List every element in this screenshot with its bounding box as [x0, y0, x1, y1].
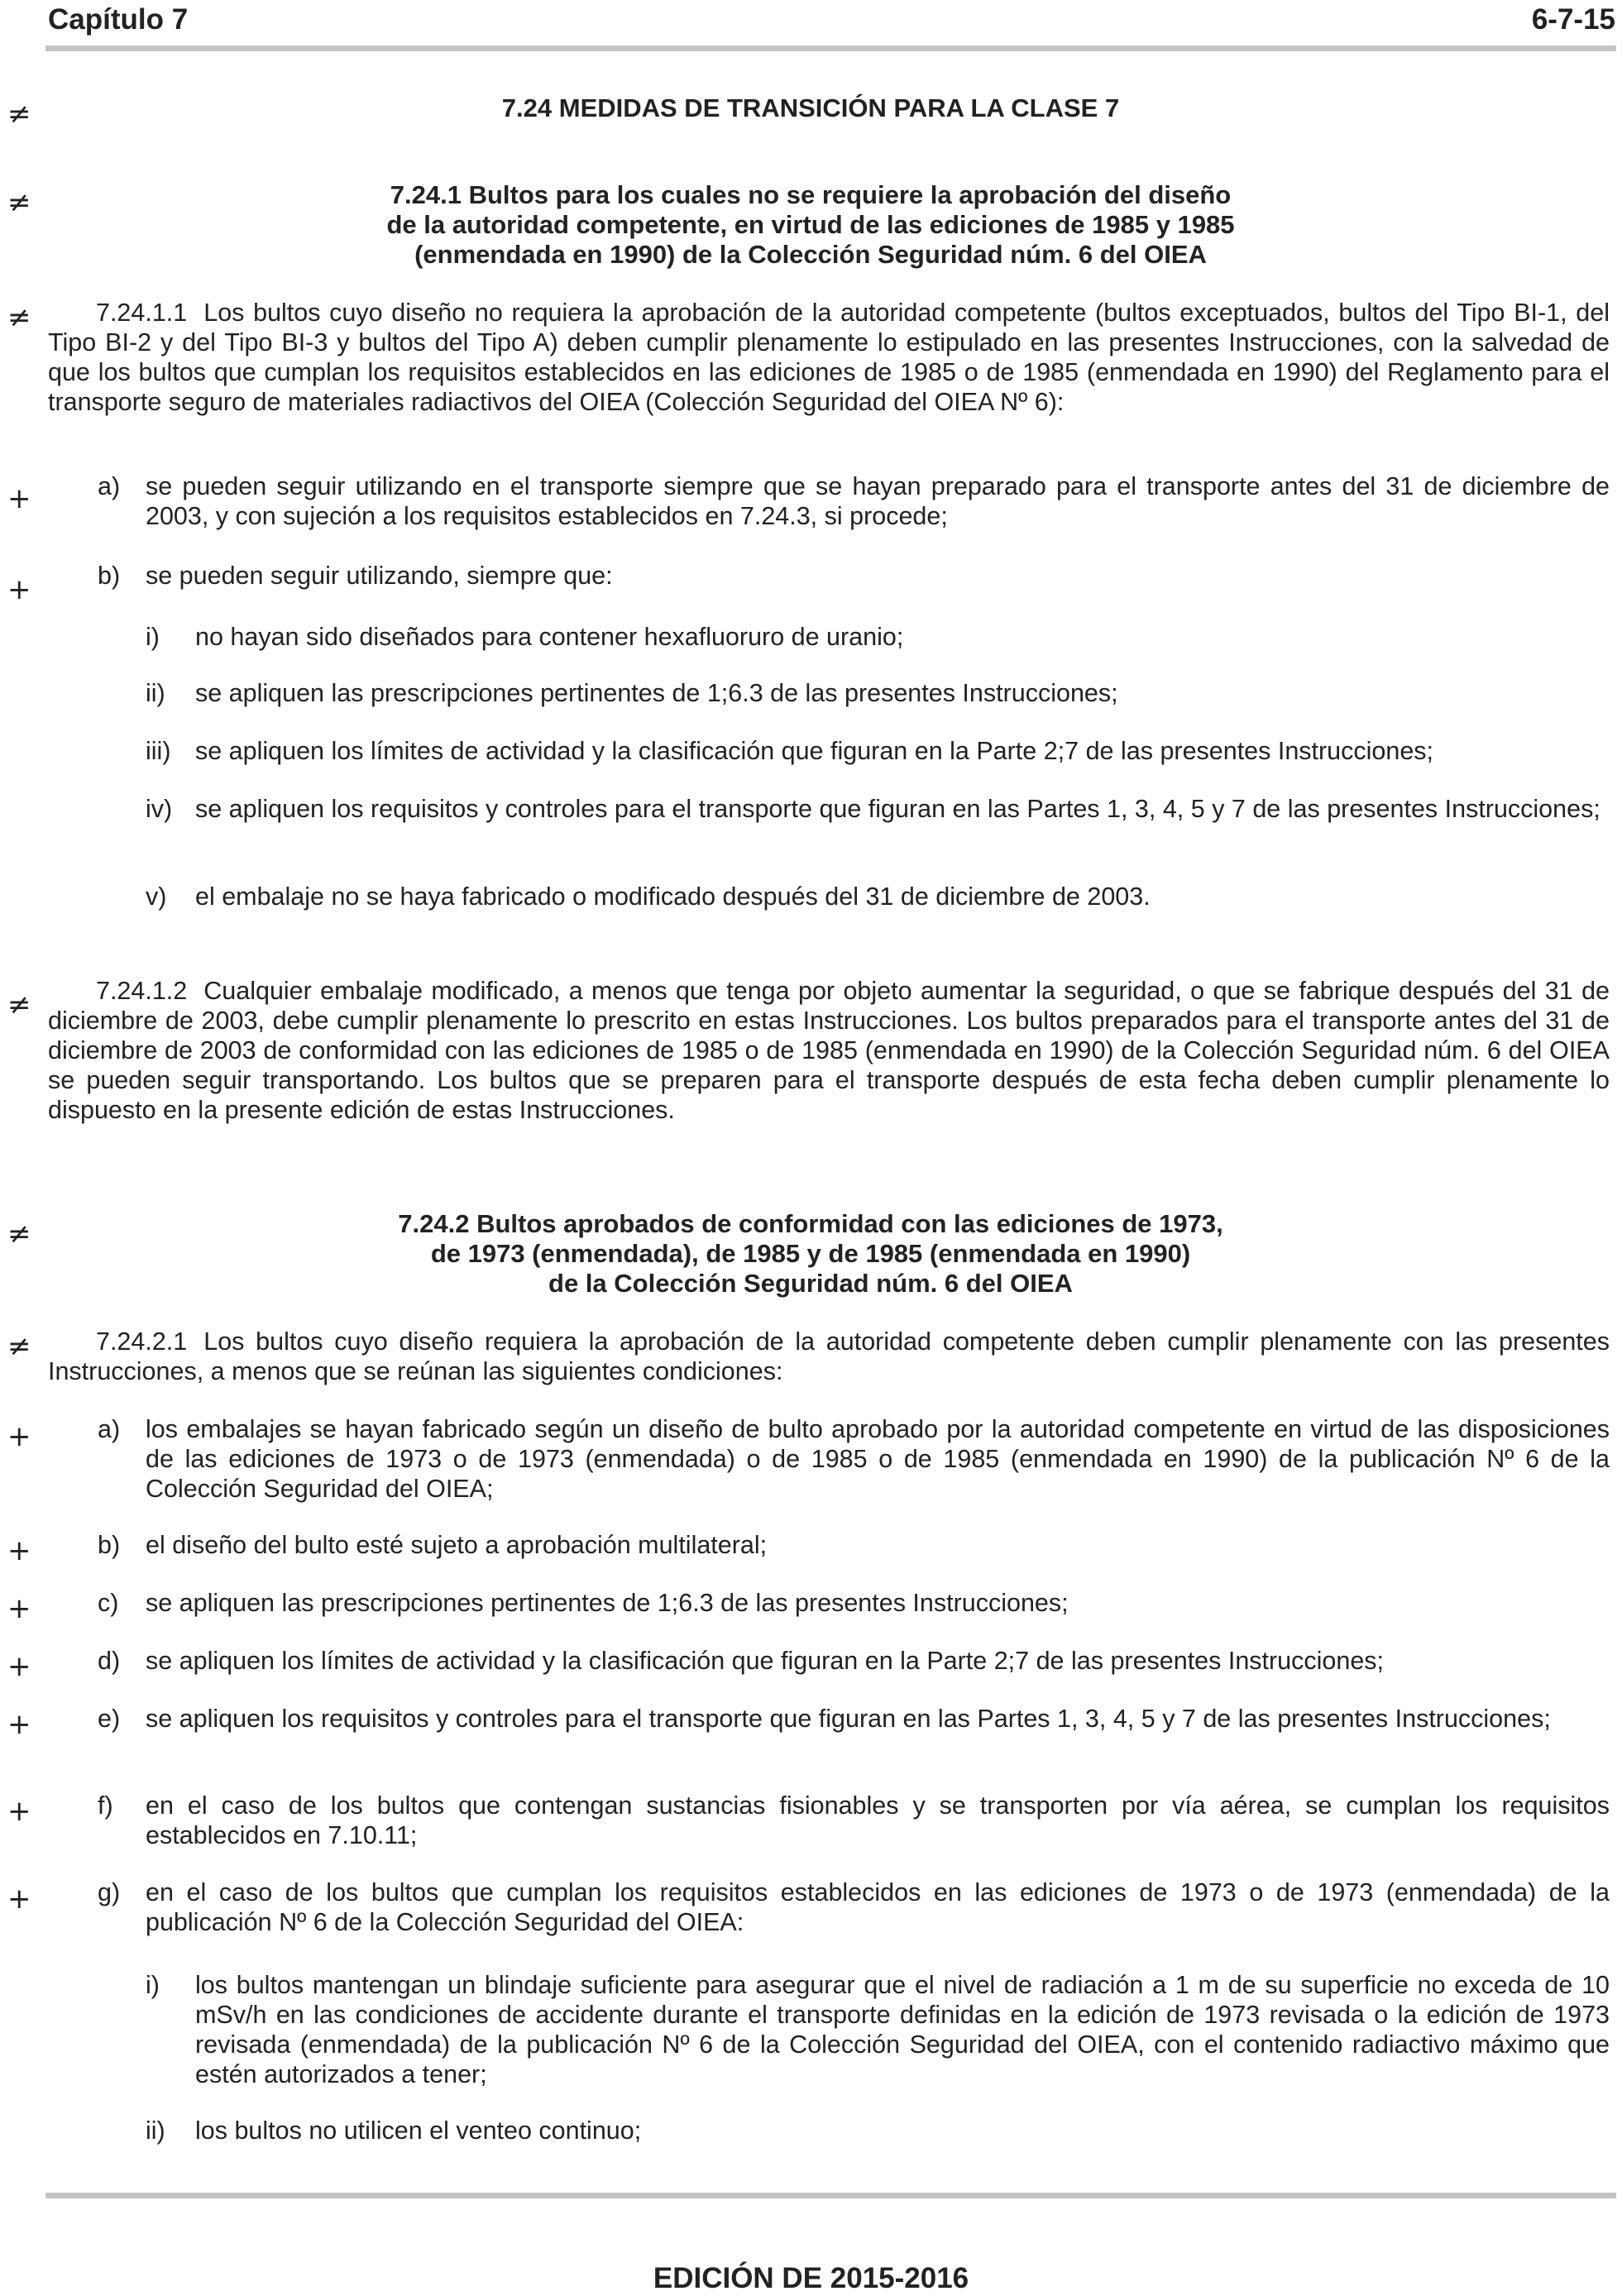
change-mark: ≠	[7, 301, 31, 334]
list-item	[98, 561, 1610, 591]
sub-item	[146, 678, 1610, 708]
subsection-heading-7-24-2	[132, 1209, 1489, 1299]
sub-item-label: v)	[146, 883, 167, 911]
item-label: g)	[98, 1878, 121, 1906]
item-text: se pueden seguir utilizando en el transporte siempre que se hayan preparado para el transporte antes del 31 de diciembre de 2003, y con sujeción a los requisitos establecidos en 7.24.3, si procede;	[146, 472, 1610, 530]
addition-mark: +	[7, 1795, 31, 1828]
item-label: a)	[98, 472, 121, 500]
sub-item-label: i)	[146, 623, 160, 651]
heading-line: de la autoridad competente, en virtud de las ediciones de 1985 y 1985	[386, 210, 1235, 239]
item-text: se apliquen los límites de actividad y la clasificación que figuran en la Parte 2;7 de las presentes Instrucciones;	[146, 1647, 1385, 1675]
addition-mark: +	[7, 1592, 31, 1625]
sub-item	[146, 1970, 1610, 2089]
item-label: c)	[98, 1589, 119, 1617]
paragraph-7-24-1-1	[48, 298, 1610, 417]
list-item	[98, 1704, 1610, 1734]
paragraph-text: Cualquier embalaje modificado, a menos que tenga por objeto aumentar la seguridad, o que se fabrique después del 31 de diciembre de 2003, debe cumplir plenamente lo prescrito en estas Instrucciones. Los bultos preparados para el transporte antes del 31 de diciembre de 2003 de conformidad con las ediciones de 1985 o de 1985 (enmendada en 1990) de la Colección Seguridad núm. 6 del OIEA se pueden seguir transportando. Los bultos que se preparen para el transporte después de esta fecha deben cumplir plenamente lo dispuesto en la presente edición de estas Instrucciones.	[48, 977, 1610, 1124]
sub-item	[146, 882, 1610, 911]
item-text: se pueden seguir utilizando, siempre que:	[146, 562, 613, 590]
list-item	[98, 1530, 1610, 1560]
sub-item-text: se apliquen los requisitos y controles para el transporte que figuran en las Partes 1, 3, 4, 5 y 7 de las presentes Instrucciones;	[195, 795, 1600, 823]
addition-mark: +	[7, 1534, 31, 1567]
footer-rule	[45, 2193, 1616, 2198]
list-item	[98, 1646, 1610, 1676]
item-text: se apliquen los requisitos y controles para el transporte que figuran en las Partes 1, 3, 4, 5 y 7 de las presentes Instrucciones;	[146, 1705, 1551, 1733]
addition-mark: +	[7, 1708, 31, 1741]
sub-item-label: i)	[146, 1971, 160, 1999]
paragraph-number: 7.24.1.1	[96, 299, 188, 327]
list-item	[98, 1414, 1610, 1504]
item-text: los embalajes se hayan fabricado según un diseño de bulto aprobado por la autoridad competente en virtud de las disposiciones de las ediciones de 1973 o de 1973 (enmendada) o de 1985 o de 1985 (enmendada en 1990) de la publicación Nº 6 de la Colección Seguridad del OIEA;	[146, 1415, 1610, 1503]
item-label: d)	[98, 1647, 121, 1675]
addition-mark: +	[7, 573, 31, 606]
sub-item	[146, 622, 1610, 652]
sub-item-text: el embalaje no se haya fabricado o modificado después del 31 de diciembre de 2003.	[195, 883, 1151, 911]
change-mark: ≠	[7, 988, 31, 1021]
header-rule	[45, 45, 1616, 51]
list-item	[98, 1877, 1610, 1937]
heading-line: (enmendada en 1990) de la Colección Seguridad núm. 6 del OIEA	[414, 240, 1207, 269]
sub-item-text: se apliquen las prescripciones pertinentes de 1;6.3 de las presentes Instrucciones;	[195, 679, 1118, 707]
item-label: f)	[98, 1791, 113, 1820]
item-label: a)	[98, 1415, 121, 1443]
paragraph-number: 7.24.2.1	[96, 1327, 188, 1356]
list-item	[98, 471, 1610, 531]
paragraph-7-24-1-2	[48, 976, 1610, 1125]
item-text: en el caso de los bultos que cumplan los requisitos establecidos en las ediciones de 1973 o de 1973 (enmendada) de la publicación Nº 6 de la Colección Seguridad del OIEA:	[146, 1878, 1610, 1936]
page-number: 6-7-15	[1531, 3, 1615, 36]
edition-footer: EDICIÓN DE 2015-2016	[653, 2262, 969, 2294]
list-item	[98, 1791, 1610, 1850]
paragraph-number: 7.24.1.2	[96, 977, 188, 1005]
paragraph-7-24-2-1	[48, 1327, 1610, 1386]
sub-item	[146, 736, 1610, 766]
sub-item-label: iv)	[146, 795, 173, 823]
addition-mark: +	[7, 1650, 31, 1683]
addition-mark: +	[7, 1420, 31, 1453]
sub-item	[146, 794, 1610, 824]
sub-item-text: los bultos mantengan un blindaje suficiente para asegurar que el nivel de radiación a 1 m de su superficie no exceda de 10 mSv/h en las condiciones de accidente durante el transporte definidas en la edición de 1973 revisada o la edición de 1973 revisada (enmendada) de la publicación Nº 6 de la Colección Seguridad del OIEA, con el contenido radiactivo máximo que estén autorizados a tener;	[195, 1971, 1610, 2088]
addition-mark: +	[7, 482, 31, 515]
heading-line: de 1973 (enmendada), de 1985 y de 1985 (enmendada en 1990)	[430, 1239, 1191, 1268]
sub-item-label: ii)	[146, 2117, 165, 2145]
sub-item-text: se apliquen los límites de actividad y la clasificación que figuran en la Parte 2;7 de las presentes Instrucciones;	[195, 737, 1434, 765]
item-text: en el caso de los bultos que contengan sustancias fisionables y se transporten por vía aérea, se cumplan los requisitos establecidos en 7.10.11;	[146, 1791, 1610, 1849]
change-mark: ≠	[7, 98, 31, 131]
item-label: e)	[98, 1705, 121, 1733]
addition-mark: +	[7, 1882, 31, 1916]
sub-item-label: ii)	[146, 679, 165, 707]
paragraph-text: Los bultos cuyo diseño no requiera la aprobación de la autoridad competente (bultos exceptuados, bultos del Tipo BI-1, del Tipo BI-2 y del Tipo BI-3 y bultos del Tipo A) deben cumplir plenamente lo estipulado en las presentes Instrucciones, con la salvedad de que los bultos que cumplan los requisitos establecidos en las ediciones de 1985 o de 1985 (enmendada en 1990) del Reglamento para el transporte seguro de materiales radiactivos del OIEA (Colección Seguridad del OIEA Nº 6):	[48, 299, 1610, 416]
item-text: se apliquen las prescripciones pertinentes de 1;6.3 de las presentes Instrucciones;	[146, 1589, 1069, 1617]
paragraph-text: Los bultos cuyo diseño requiera la aprobación de la autoridad competente deben cumplir plenamente con las presentes Instrucciones, a menos que se reúnan las siguientes condiciones:	[48, 1327, 1610, 1385]
section-title: 7.24 MEDIDAS DE TRANSICIÓN PARA LA CLASE 7	[501, 93, 1120, 122]
heading-line: de la Colección Seguridad núm. 6 del OIEA	[548, 1269, 1073, 1298]
heading-line: 7.24.2 Bultos aprobados de conformidad con las ediciones de 1973,	[398, 1209, 1223, 1238]
change-mark: ≠	[7, 1330, 31, 1363]
item-text: el diseño del bulto esté sujeto a aprobación multilateral;	[146, 1531, 768, 1559]
list-item	[98, 1588, 1610, 1618]
chapter-title: Capítulo 7	[48, 3, 189, 36]
subsection-heading-7-24-1	[132, 180, 1489, 270]
item-label: b)	[98, 1531, 121, 1559]
item-label: b)	[98, 562, 121, 590]
change-mark: ≠	[7, 1217, 31, 1251]
change-mark: ≠	[7, 186, 31, 219]
sub-item-label: iii)	[146, 737, 171, 765]
sub-item	[146, 2116, 1610, 2145]
sub-item-text: los bultos no utilicen el venteo continuo;	[195, 2117, 642, 2145]
sub-item-text: no hayan sido diseñados para contener hexafluoruro de uranio;	[195, 623, 904, 651]
heading-line: 7.24.1 Bultos para los cuales no se requiere la aprobación del diseño	[390, 180, 1232, 209]
